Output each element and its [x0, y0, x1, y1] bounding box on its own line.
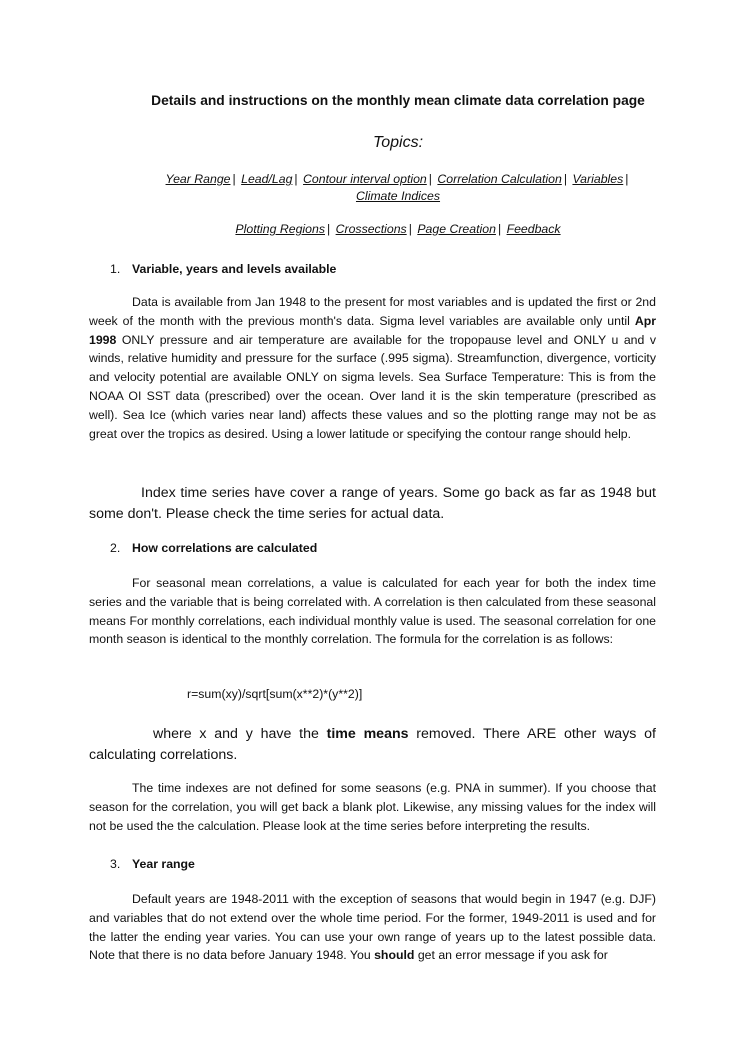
- page-title: Details and instructions on the monthly mean climate data correlation page: [151, 93, 645, 108]
- paragraph-text: For seasonal mean correlations, a value is calculated for each year for both the index time series and the variable that is being correlated with. A correlation is then calculated from these seasonal means For monthly correlations, each individual monthly value is used. The seasonal correlation for one month season is identical to the monthly correlation. The formula for the correlation is as follows:: [89, 576, 656, 647]
- paragraph-text: Index time series have cover a range of years. Some go back as far as 1948 but some don't. Please check the time series for actual data.: [89, 485, 656, 522]
- correlation-formula: r=sum(xy)/sqrt[sum(x**2)*(y**2)]: [187, 687, 363, 701]
- link-correlation-calculation[interactable]: Correlation Calculation: [437, 172, 562, 186]
- link-contour-interval-option[interactable]: Contour interval option: [303, 172, 427, 186]
- paragraph-text: removed. There ARE other ways of calculating correlations.: [89, 726, 656, 763]
- section-1-paragraph-1: [89, 293, 656, 443]
- section-2-paragraph-2: [89, 724, 656, 765]
- section-title: Variable, years and levels available: [132, 262, 337, 276]
- section-number: 3.: [110, 857, 121, 871]
- section-2-heading: [110, 540, 317, 557]
- topic-nav-row-1: [140, 171, 656, 205]
- paragraph-text: Default years are 1948-2011 with the exception of seasons that would begin in 1947 (e.g. DJF) and variables that do not extend over the whole time period. For the former, 1949-2011 is used and for the latter the ending year varies. You can use your own range of years up to the latest possible data. Note that there is no data before January 1948. You: [89, 892, 656, 963]
- nav-separator: |: [625, 172, 629, 186]
- paragraph-text: ONLY pressure and air temperature are available for the tropopause level and ONLY u and v winds, relative humidity and pressure for the surface (.995 sigma). Streamfunction, divergence, vorticity and velocity potential are available ONLY on sigma levels. Sea Surface Temperature: This is from the NOAA OI SST data (prescribed) over the ocean. Over land it is the skin temperature (prescribed as well). Sea Ice (which varies near land) affects these values and so the plotting range may not be as great over the tropics as desired. Using a lower latitude or specifying the contour range should help.: [89, 332, 656, 441]
- nav-separator: |: [326, 222, 331, 236]
- section-1-heading: [110, 261, 336, 278]
- paragraph-text: get an error message if you ask for: [414, 948, 608, 963]
- link-crossections[interactable]: Crossections: [335, 222, 407, 236]
- section-title: How correlations are calculated: [132, 541, 318, 555]
- section-number: 2.: [110, 541, 121, 555]
- section-3-paragraph-1: [89, 890, 656, 965]
- link-climate-indices[interactable]: Climate Indices: [355, 189, 441, 203]
- paragraph-text: where x and y have the: [153, 726, 327, 742]
- nav-separator: |: [563, 172, 568, 186]
- bold-text: Apr 1998: [89, 313, 656, 347]
- link-lead-lag[interactable]: Lead/Lag: [241, 172, 293, 186]
- topic-nav-row-2: [140, 221, 656, 238]
- nav-separator: |: [232, 172, 236, 186]
- link-variables[interactable]: Variables: [572, 172, 624, 186]
- section-2-paragraph-3: [89, 779, 656, 835]
- paragraph-text: The time indexes are not defined for some seasons (e.g. PNA in summer). If you choose that season for the correlation, you will get back a blank plot. Likewise, any missing values for the index will not be used the the calculation. Please look at the time series before interpreting the results.: [89, 781, 656, 833]
- nav-separator: |: [497, 222, 502, 236]
- link-year-range[interactable]: Year Range: [165, 172, 231, 186]
- section-3-heading: [110, 856, 195, 873]
- bold-text: should: [374, 948, 415, 963]
- section-2-paragraph-1: [89, 574, 656, 649]
- link-feedback[interactable]: Feedback: [506, 222, 561, 236]
- link-plotting-regions[interactable]: Plotting Regions: [235, 222, 325, 236]
- nav-separator: |: [428, 172, 432, 186]
- section-1-paragraph-2: [89, 483, 656, 524]
- nav-separator: |: [294, 172, 298, 186]
- nav-separator: |: [408, 222, 412, 236]
- section-number: 1.: [110, 262, 121, 276]
- paragraph-text: Data is available from Jan 1948 to the present for most variables and is updated the first or 2nd week of the month with the previous month's data. Sigma level variables are available only until: [89, 295, 656, 328]
- bold-text: time means: [326, 726, 409, 742]
- topics-label: Topics:: [372, 134, 424, 151]
- link-page-creation[interactable]: Page Creation: [417, 222, 496, 236]
- section-title: Year range: [132, 857, 195, 871]
